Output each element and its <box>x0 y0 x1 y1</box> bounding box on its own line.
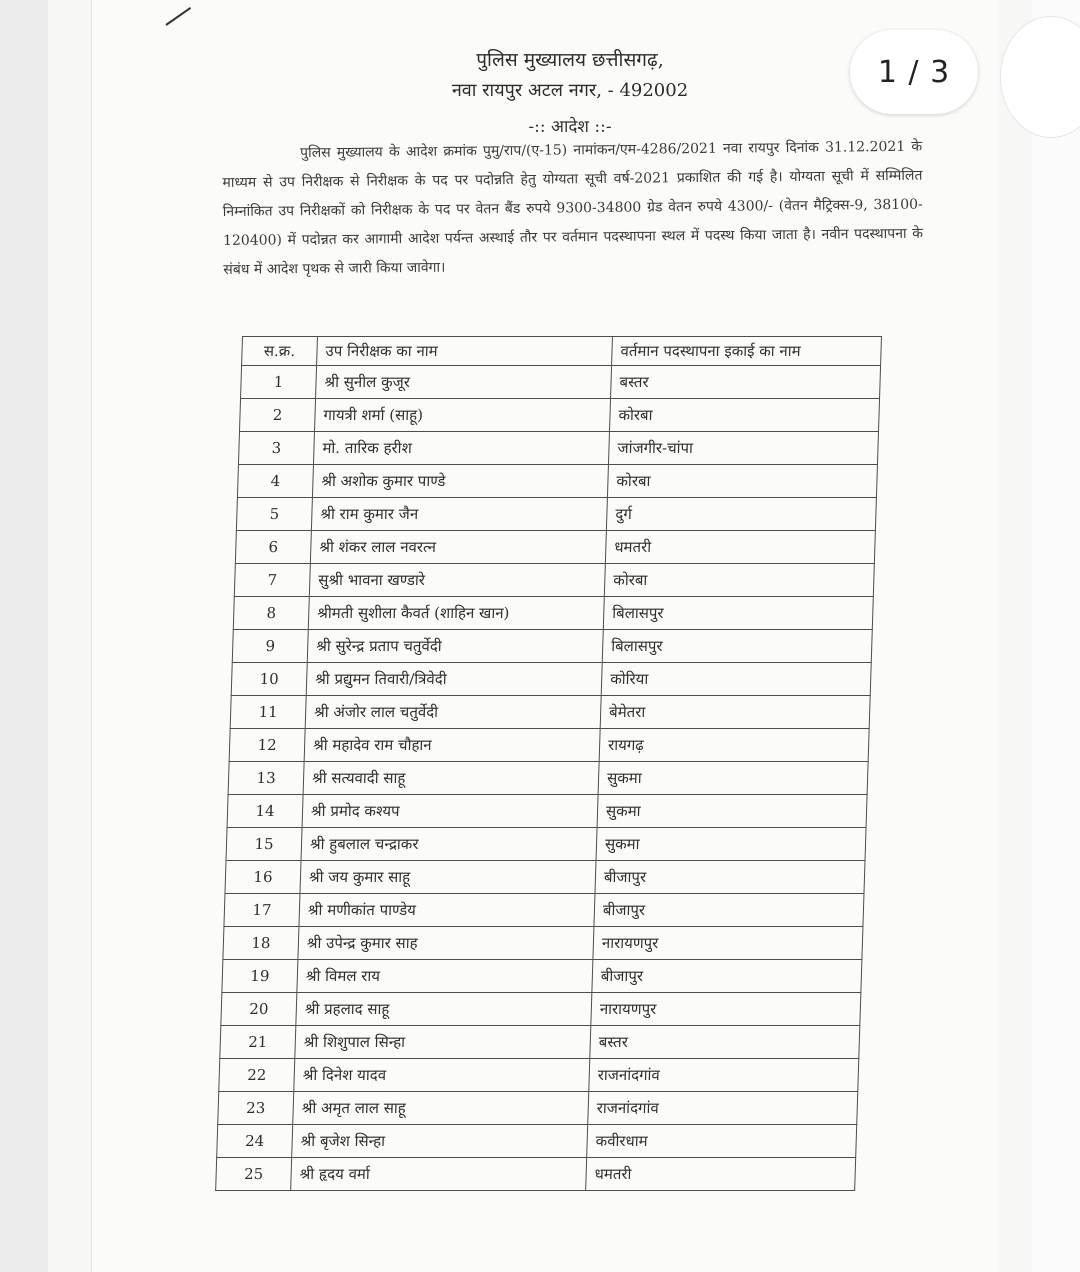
serial-cell: 5 <box>236 498 312 531</box>
serial-cell: 20 <box>221 993 297 1026</box>
serial-cell: 21 <box>220 1026 296 1059</box>
order-body-paragraph: पुलिस मुख्यालय के आदेश क्रमांक पुमु/राप/(ए-15) नामांकन/एम-4286/2021 नवा रायपुर दिनांक 31.12.2021 के माध्यम से उप निरीक्षक से निरीक्षक के पद पर पदोन्नति हेतु योग्यता सूची वर्ष-2021 प्रकाशित की गई है। योग्यता सूची में सम्मिलित निम्नांकित उप निरीक्षकों को निरीक्षक के पद पर वेतन बैंड रुपये 9300-34800 ग्रेड वेतन रुपये 4300/- (वेतन मैट्रिक्स-9, 38100-120400) में पदोन्नत कर आगामी आदेश पर्यन्त अस्थाई तौर पर वर्तमान पदस्थापना स्थल में पदस्थ किया जाता है। नवीन पदस्थापना के संबंध में आदेश पृथक से जारी किया जावेगा। <box>222 138 924 278</box>
table-row <box>239 399 879 432</box>
officer-name-cell: श्री बृजेश सिन्हा <box>292 1125 588 1158</box>
officer-name-cell: श्री उपेन्द्र कुमार साह <box>298 927 594 960</box>
posting-unit-cell: धमतरी <box>586 1158 856 1191</box>
officer-name-cell: श्री हुबलाल चन्द्राकर <box>301 828 597 861</box>
posting-unit-cell: नारायणपुर <box>591 993 861 1026</box>
serial-cell: 14 <box>227 795 303 828</box>
officer-name-cell: श्री राम कुमार जैन <box>311 498 607 531</box>
table-row <box>222 960 862 993</box>
officer-name-cell: श्री हृदय वर्मा <box>291 1158 587 1191</box>
footer-scribble <box>170 1262 270 1272</box>
table-row <box>223 927 863 960</box>
posting-unit-cell: बिलासपुर <box>603 597 873 630</box>
table-row <box>228 762 868 795</box>
officer-name-cell: श्री मणीकांत पाण्डेय <box>299 894 595 927</box>
officer-name-cell: श्री अमृत लाल साहू <box>293 1092 589 1125</box>
serial-cell: 8 <box>233 597 309 630</box>
serial-cell: 16 <box>225 861 301 894</box>
serial-cell: 6 <box>235 531 311 564</box>
officer-name-cell: श्री प्रमोद कश्यप <box>302 795 598 828</box>
table-row <box>219 1059 859 1092</box>
serial-cell: 2 <box>239 399 315 432</box>
posting-unit-cell: कोरबा <box>604 564 874 597</box>
serial-cell: 25 <box>216 1158 292 1191</box>
posting-unit-cell: बेमेतरा <box>600 696 870 729</box>
table-row <box>230 696 870 729</box>
posting-unit-cell: कोरबा <box>609 399 879 432</box>
table-row <box>227 795 867 828</box>
serial-cell: 3 <box>238 432 314 465</box>
posting-unit-cell: सुकमा <box>598 762 868 795</box>
serial-cell: 12 <box>229 729 305 762</box>
posting-unit-cell: नारायणपुर <box>593 927 863 960</box>
officer-name-cell: श्री अशोक कुमार पाण्डे <box>312 465 608 498</box>
officer-name-cell: गायत्री शर्मा (साहू) <box>314 399 610 432</box>
table-row <box>231 663 871 696</box>
table-body <box>216 366 881 1191</box>
posting-unit-cell: राजनांदगांव <box>588 1092 858 1125</box>
column-header-posting: वर्तमान पदस्थापना इकाई का नाम <box>612 337 882 366</box>
table-row <box>235 531 875 564</box>
officer-name-cell: श्री शिशुपाल सिन्हा <box>295 1026 591 1059</box>
table-row <box>233 597 873 630</box>
table-row <box>217 1125 857 1158</box>
posting-unit-cell: बीजापुर <box>594 894 864 927</box>
serial-cell: 17 <box>224 894 300 927</box>
officer-name-cell: श्री सुरेन्द्र प्रताप चतुर्वेदी <box>307 630 603 663</box>
officer-name-cell: श्रीमती सुशीला कैवर्त (शाहिन खान) <box>308 597 604 630</box>
officer-name-cell: श्री महादेव राम चौहान <box>304 729 600 762</box>
column-header-serial: स.क्र. <box>242 337 318 366</box>
table-row <box>218 1092 858 1125</box>
officer-name-cell: मो. तारिक हरीश <box>313 432 609 465</box>
officer-name-cell: श्री विमल राय <box>297 960 593 993</box>
posting-unit-cell: कोरबा <box>607 465 877 498</box>
table-row <box>216 1158 856 1191</box>
serial-cell: 15 <box>226 828 302 861</box>
serial-cell: 7 <box>234 564 310 597</box>
table-row <box>221 993 861 1026</box>
posting-unit-cell: दुर्ग <box>606 498 876 531</box>
viewer-right-edge <box>1032 0 1080 1272</box>
table-row <box>241 366 881 399</box>
table-row <box>226 828 866 861</box>
table-row <box>234 564 874 597</box>
officer-name-cell: श्री प्रद्युमन तिवारी/त्रिवेदी <box>306 663 602 696</box>
officer-name-cell: श्री शंकर लाल नवरत्न <box>310 531 606 564</box>
posting-unit-cell: कोरिया <box>601 663 871 696</box>
table-row <box>238 432 878 465</box>
table-row <box>225 861 865 894</box>
serial-cell: 11 <box>230 696 306 729</box>
table-row <box>229 729 869 762</box>
posting-unit-cell: धमतरी <box>605 531 875 564</box>
serial-cell: 19 <box>222 960 298 993</box>
page-counter-text: 1 / 3 <box>877 54 951 90</box>
posting-unit-cell: बीजापुर <box>592 960 862 993</box>
officer-name-cell: सुश्री भावना खण्डारे <box>309 564 605 597</box>
table-row <box>237 465 877 498</box>
posting-unit-cell: बस्तर <box>590 1026 860 1059</box>
serial-cell: 1 <box>241 366 317 399</box>
serial-cell: 9 <box>232 630 308 663</box>
serial-cell: 10 <box>231 663 307 696</box>
serial-cell: 13 <box>228 762 304 795</box>
table-row <box>232 630 872 663</box>
posting-unit-cell: बीजापुर <box>595 861 865 894</box>
posting-unit-cell: कवीरधाम <box>587 1125 857 1158</box>
officer-name-cell: श्री सुनील कुजूर <box>316 366 612 399</box>
officer-name-cell: श्री सत्यवादी साहू <box>303 762 599 795</box>
document-header <box>360 46 780 102</box>
order-title: -:: आदेश ::- <box>528 117 612 137</box>
posting-unit-cell: सुकमा <box>597 795 867 828</box>
officer-name-cell: श्री अंजोर लाल चतुर्वेदी <box>305 696 601 729</box>
promotion-table-wrapper <box>215 336 882 1191</box>
posting-unit-cell: बिलासपुर <box>602 630 872 663</box>
officer-name-cell: श्री जय कुमार साहू <box>300 861 596 894</box>
posting-unit-cell: बस्तर <box>611 366 881 399</box>
table-row <box>220 1026 860 1059</box>
page-counter-badge <box>850 30 978 114</box>
posting-unit-cell: राजनांदगांव <box>589 1059 859 1092</box>
table-row <box>224 894 864 927</box>
column-header-name: उप निरीक्षक का नाम <box>317 337 613 366</box>
header-line-2: नवा रायपुर अटल नगर, - 492002 <box>451 80 689 101</box>
serial-cell: 22 <box>219 1059 295 1092</box>
header-line-1: पुलिस मुख्यालय छत्तीसगढ़, <box>476 49 664 71</box>
officer-name-cell: श्री प्रहलाद साहू <box>296 993 592 1026</box>
posting-unit-cell: रायगढ़ <box>599 729 869 762</box>
table-header-row <box>242 337 882 366</box>
serial-cell: 24 <box>217 1125 293 1158</box>
officer-name-cell: श्री दिनेश यादव <box>294 1059 590 1092</box>
serial-cell: 4 <box>237 465 313 498</box>
serial-cell: 23 <box>218 1092 294 1125</box>
posting-unit-cell: जांजगीर-चांपा <box>608 432 878 465</box>
serial-cell: 18 <box>223 927 299 960</box>
posting-unit-cell: सुकमा <box>596 828 866 861</box>
promotion-table <box>215 336 882 1191</box>
table-row <box>236 498 876 531</box>
